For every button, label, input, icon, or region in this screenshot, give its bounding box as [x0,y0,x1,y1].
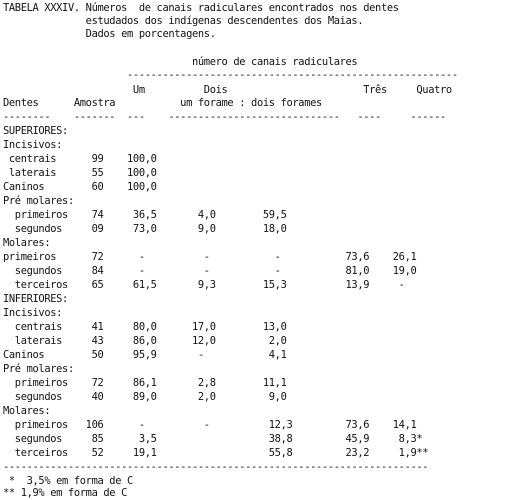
table-row: laterais 43 86,0 12,0 2,0 [3,335,287,347]
table-row: centrais 41 80,0 17,0 13,0 [3,321,287,333]
table-title-line: TABELA XXXIV. Números de canais radiculares encontrados nos dentes [3,2,399,14]
table-row: laterais 55 100,0 [3,167,157,179]
column-header-line: Dentes Amostra um forame : dois forames [3,97,322,109]
table-row: primeiros 72 - - - 73,6 26,1 [3,251,417,263]
group-heading: Pré molares: [3,363,74,375]
footnote: * 3,5% em forma de C [3,475,133,487]
footer-rule: ------------------------------------------------------------------------ [3,461,429,473]
section-heading: SUPERIORES: [3,125,68,137]
table-row: primeiros 106 - - 12,3 73,6 14,1 [3,419,417,431]
table-row: primeiros 74 36,5 4,0 59,5 [3,209,287,221]
blank-line [3,41,507,54]
table-title-line: estudados dos indígenas descendentes dos Maias. [3,15,364,27]
header-rule: -------------------------------------------------------- [3,69,458,81]
table-row: centrais 99 100,0 [3,153,157,165]
table-title-line: Dados em porcentagens. [3,28,216,40]
group-heading: Incisivos: [3,307,63,319]
group-heading: Pré molares: [3,195,74,207]
table-row: segundos 09 73,0 9,0 18,0 [3,223,287,235]
section-heading: INFERIORES: [3,293,68,305]
column-header-line: Um Dois Três Quatro [3,84,452,96]
table-row: terceiros 65 61,5 9,3 15,3 13,9 - [3,279,405,291]
group-heading: Molares: [3,405,51,417]
header-rule: -------- ------- --- ----------------------------- ---- ------ [3,111,446,123]
table-row: primeiros 72 86,1 2,8 11,1 [3,377,287,389]
table-row: segundos 84 - - - 81,0 19,0 [3,265,417,277]
table-row: segundos 85 3,5 38,8 45,9 8,3* [3,433,423,445]
group-heading: Molares: [3,237,51,249]
table-row: terceiros 52 19,1 55,8 23,2 1,9** [3,447,429,459]
table-row: segundos 40 89,0 2,0 9,0 [3,391,287,403]
table-row: Caninos 50 95,9 - 4,1 [3,349,287,361]
footnote: ** 1,9% em forma de C [3,487,128,499]
group-heading: Incisivos: [3,139,63,151]
table-row: Caninos 60 100,0 [3,181,157,193]
column-group-header: número de canais radiculares [3,56,358,68]
